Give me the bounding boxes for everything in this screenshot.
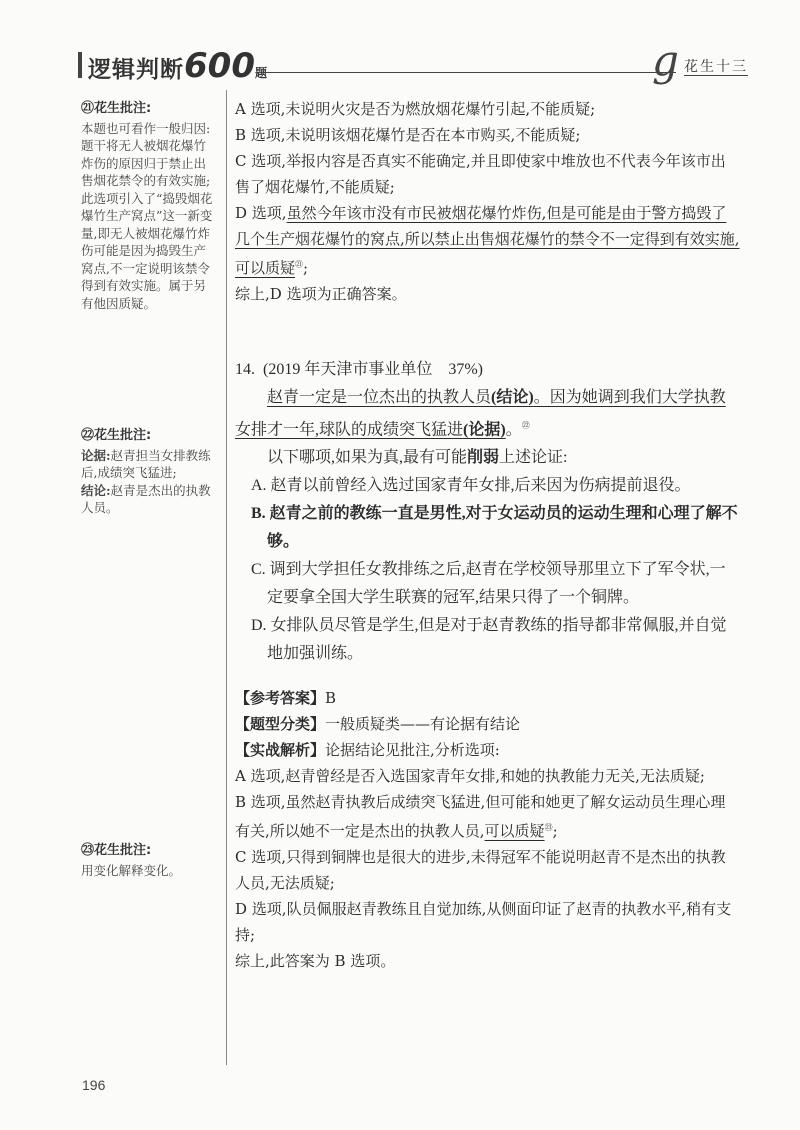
note-22-text: 赵青是杰出的执教人员。 — [81, 482, 211, 515]
underlined-text: 虽然今年该市没有市民被烟花爆竹炸伤,但是可能是由于警方捣毁了几个生产烟花爆竹的窝点,所以禁止出售烟花爆竹的禁令不一定得到有效实施,可以质疑 — [235, 204, 740, 277]
note-21-line: 本题也可看作一般归因: — [81, 120, 211, 136]
note-23-line: 用变化解释变化。 — [81, 862, 182, 878]
annotation-mark: ㉑ — [295, 260, 304, 269]
note-22-key: 结论: — [81, 482, 111, 498]
brand-glyph: g — [652, 36, 679, 85]
stem-tag-premise: (论据) — [463, 421, 506, 439]
answer-b-end: ; — [552, 822, 558, 840]
analysis-option-a: A 选项,未说明火灾是否为燃放烟花爆竹引起,不能质疑; — [235, 100, 596, 118]
note-22-line — [81, 482, 217, 517]
annotation-mark: ㉒ — [521, 421, 530, 430]
annotation-mark: ㉓ — [544, 823, 553, 832]
stem-underlined — [235, 389, 726, 438]
stem-end: 。 — [505, 421, 522, 439]
book-title — [88, 46, 268, 86]
stem-conclusion: 赵青一定是一位杰出的执教人员 — [267, 389, 492, 406]
answer-analysis — [235, 685, 740, 974]
question-14 — [235, 356, 740, 668]
answer-option-b — [235, 789, 740, 844]
analysis-option-c: C 选项,举报内容是否真实不能确定,并且即使家中堆放也不代表今年该市出售了烟花爆竹,不能质疑; — [235, 152, 726, 196]
book-title-suffix: 题 — [254, 66, 268, 80]
prompt-keyword: 削弱 — [467, 449, 500, 467]
book-title-number: 600 — [184, 46, 255, 86]
page-header — [78, 36, 760, 88]
option-d: D. 女排队员尽管是学生,但是对于赵青教练的指导都非常佩服,并自觉地加强训练。 — [251, 617, 727, 663]
question-stem — [235, 384, 740, 444]
stem-premise: 。因为她调到我们大学执教女排才一年,球队的成绩突飞猛进 — [235, 389, 726, 439]
reference-answer — [235, 685, 740, 711]
option-d-end: ; — [303, 259, 309, 277]
question-prompt — [235, 444, 740, 472]
note-22-text: 赵青担当女排教练后,成绩突飞猛进; — [81, 447, 211, 480]
analysis-option-d — [235, 200, 740, 281]
question-source: (2019 年天津市事业单位 37%) — [263, 361, 483, 378]
book-title-prefix: 逻辑判断 — [88, 57, 184, 83]
answer-option-d: D 选项,队员佩服赵青教练且自觉加练,从侧面印证了赵青的执教水平,稍有支持; — [235, 900, 732, 944]
reference-answer-label: 【参考答案】 — [235, 689, 326, 707]
brand-text — [684, 56, 748, 76]
prompt-text: 以下哪项,如果为真,最有可能 — [267, 449, 468, 467]
question-type-value: 一般质疑类——有论据有结论 — [325, 715, 521, 733]
previous-question-analysis — [235, 96, 740, 307]
note-22-key: 论据: — [81, 447, 111, 463]
answer-summary: 综上,此答案为 B 选项。 — [235, 952, 396, 970]
brand-logo — [650, 36, 760, 85]
note-21-heading: ㉑花生批注: — [81, 101, 152, 116]
header-rule — [256, 72, 676, 73]
note-22-heading: ㉒花生批注: — [81, 428, 152, 443]
answer-b-text: B 选项,虽然赵青执教后成绩突飞猛进,但可能和她更了解女运动员生理心理有关,所以她不一定是杰出的执教人员, — [235, 793, 726, 840]
column-divider — [226, 90, 227, 1065]
option-a: A. 赵青以前曾经入选过国家青年女排,后来因为伤病提前退役。 — [251, 477, 691, 495]
note-21-line: 题干将无人被烟花爆竹炸伤的原因归于禁止出售烟花禁令的有效实施; — [81, 138, 211, 188]
note-22-line — [81, 447, 217, 482]
brand-text-value: 花生十三 — [684, 59, 748, 75]
analysis-value: 论据结论见批注,分析选项: — [325, 741, 500, 759]
sidebar-note-22 — [81, 427, 217, 517]
question-number: 14. — [235, 361, 255, 378]
note-23-heading: ㉓花生批注: — [81, 843, 152, 858]
header-bar — [78, 52, 82, 78]
note-21-line: 此选项引入了“捣毁烟花爆竹生产窝点”这一新变量,即无人被烟花爆竹炸伤可能是因为捣毁生产窝点,不一定说明该禁令得到有效实施。属于另有他因质疑。 — [81, 190, 213, 311]
question-type — [235, 711, 740, 737]
option-d-prefix: D 选项, — [235, 204, 287, 222]
analysis-summary: 综上,D 选项为正确答案。 — [235, 285, 407, 303]
option-b: B. 赵青之前的教练一直是男性,对于女运动员的运动生理和心理了解不够。 — [251, 505, 738, 551]
page-number: 196 — [82, 1077, 106, 1093]
prompt-text-end: 上述论证: — [499, 449, 568, 467]
analysis-intro — [235, 737, 740, 763]
option-c: C. 调到大学担任女教排练之后,赵青在学校领导那里立下了军令状,一定要拿全国大学生联赛的冠军,结果只得了一个铜牌。 — [251, 561, 726, 607]
answer-option-c: C 选项,只得到铜牌也是很大的进步,未得冠军不能说明赵青不是杰出的执教人员,无法质疑; — [235, 848, 726, 892]
answer-option-a: A 选项,赵青曾经是否入选国家青年女排,和她的执教能力无关,无法质疑; — [235, 767, 705, 785]
sidebar-note-21 — [81, 100, 217, 312]
analysis-option-b: B 选项,未说明该烟花爆竹是否在本市购买,不能质疑; — [235, 126, 581, 144]
underlined-text: 可以质疑 — [484, 822, 545, 840]
sidebar-note-23 — [81, 842, 217, 879]
reference-answer-value: B — [325, 689, 337, 707]
question-header — [235, 356, 740, 384]
analysis-label: 【实战解析】 — [235, 741, 326, 759]
question-type-label: 【题型分类】 — [235, 715, 326, 733]
stem-tag-conclusion: (结论) — [491, 389, 534, 406]
